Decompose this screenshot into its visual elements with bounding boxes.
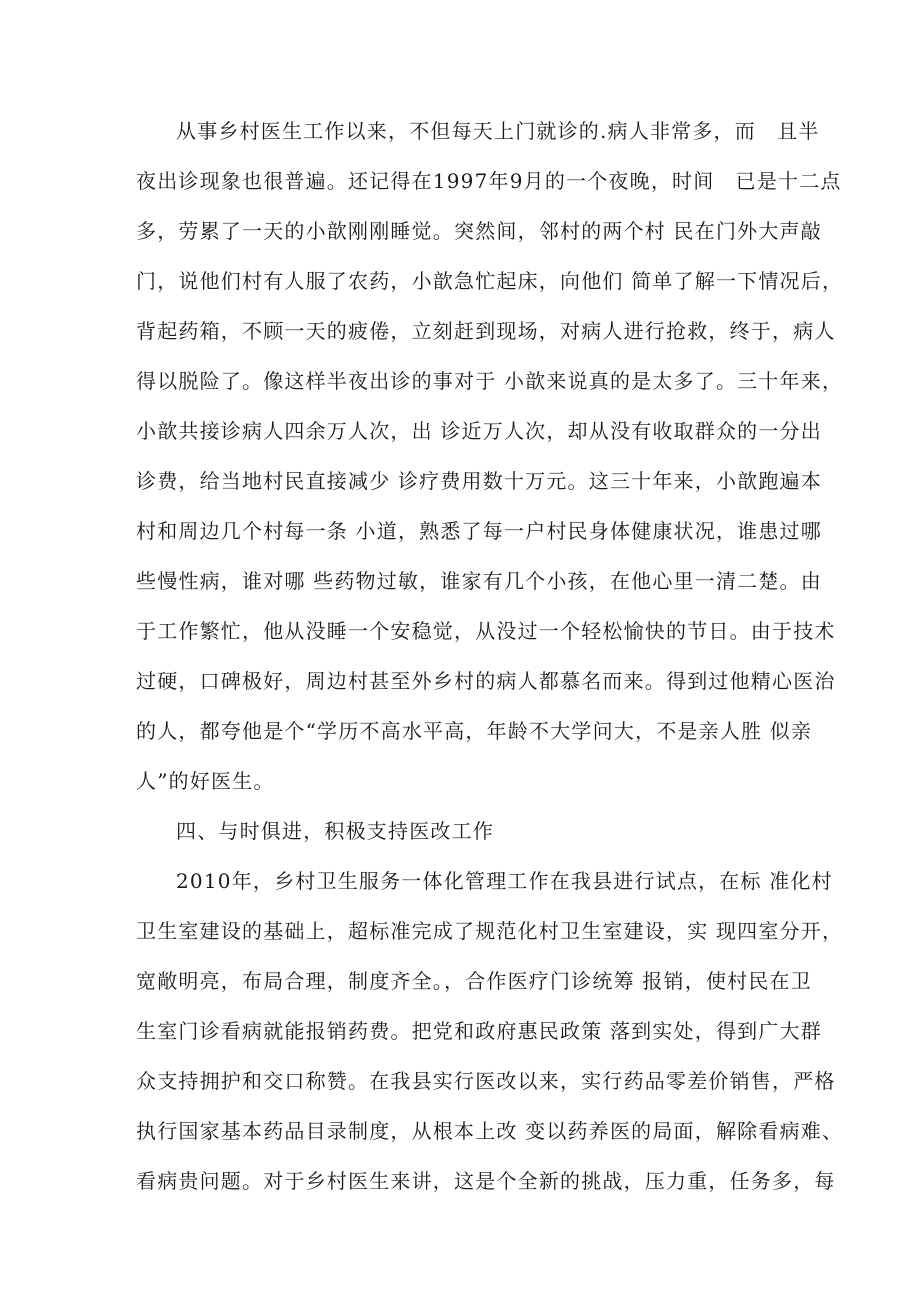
paragraph-1-line-1: 从事乡村医生工作以来，不但每天上门就诊的.病人非常多，而 且半 [176,119,820,143]
section-heading: 四、与时俱进，积极支持医改工作 [176,819,494,843]
paragraph-1-line-12: 过硬，口碑极好，周边村甚至外乡村的病人都慕名而来。得到过他精心医治 [136,669,836,693]
paragraph-2-line-5: 众支持拥护和交口称赞。在我县实行医改以来，实行药品零差价销售，严格 [136,1069,836,1093]
paragraph-1-line-3: 多，劳累了一天的小歆刚刚睡觉。突然间，邻村的两个村 民在门外大声敲 [136,219,822,243]
paragraph-2-line-3: 宽敞明亮，布局合理，制度齐全。，合作医疗门诊统筹 报销，使村民在卫 [136,969,812,993]
paragraph-1-line-10: 些慢性病，谁对哪 些药物过敏，谁家有几个小孩，在他心里一清二楚。由 [136,569,822,593]
paragraph-1-line-2: 夜出诊现象也很普遍。还记得在1997年9月的一个夜晚，时间 已是十二点 [136,169,842,193]
paragraph-1-line-8: 诊费，给当地村民直接减少 诊疗费用数十万元。这三十年来，小歆跑遍本 [136,469,822,493]
paragraph-1-line-14: 人”的好医生。 [136,769,275,793]
paragraph-1-line-9: 村和周边几个村每一条 小道，熟悉了每一户村民身体健康状况，谁患过哪 [136,519,822,543]
paragraph-2-line-1: 2010年，乡村卫生服务一体化管理工作在我县进行试点，在标 准化村 [176,869,833,893]
paragraph-1-line-4: 门，说他们村有人服了农药，小歆急忙起床，向他们 简单了解一下情况后， [136,269,844,293]
paragraph-1-line-5: 背起药箱，不顾一天的疲倦，立刻赶到现场，对病人进行抢救，终于，病人 [136,319,836,343]
paragraph-1-line-6: 得以脱险了。像这样半夜出诊的事对于 小歆来说真的是太多了。三十年来， [136,369,844,393]
paragraph-2-line-2: 卫生室建设的基础上，超标准完成了规范化村卫生室建设，实 现四室分开， [136,919,844,943]
paragraph-2-line-6: 执行国家基本药品目录制度，从根本上改 变以药养医的局面，解除看病难、 [136,1119,844,1143]
paragraph-1-line-11: 于工作繁忙，他从没睡一个安稳觉，从没过一个轻松愉快的节日。由于技术 [136,619,836,643]
paragraph-2-line-7: 看病贵问题。对于乡村医生来讲，这是个全新的挑战，压力重，任务多，每 [136,1169,836,1193]
paragraph-1-line-13: 的人，都夸他是个“学历不高水平高，年龄不大学问大，不是亲人胜 似亲 [136,719,813,743]
paragraph-1-line-7: 小歆共接诊病人四余万人次，出 诊近万人次，却从没有收取群众的一分出 [136,419,822,443]
paragraph-2-line-4: 生室门诊看病就能报销药费。把党和政府惠民政策 落到实处，得到广大群 [136,1019,822,1043]
